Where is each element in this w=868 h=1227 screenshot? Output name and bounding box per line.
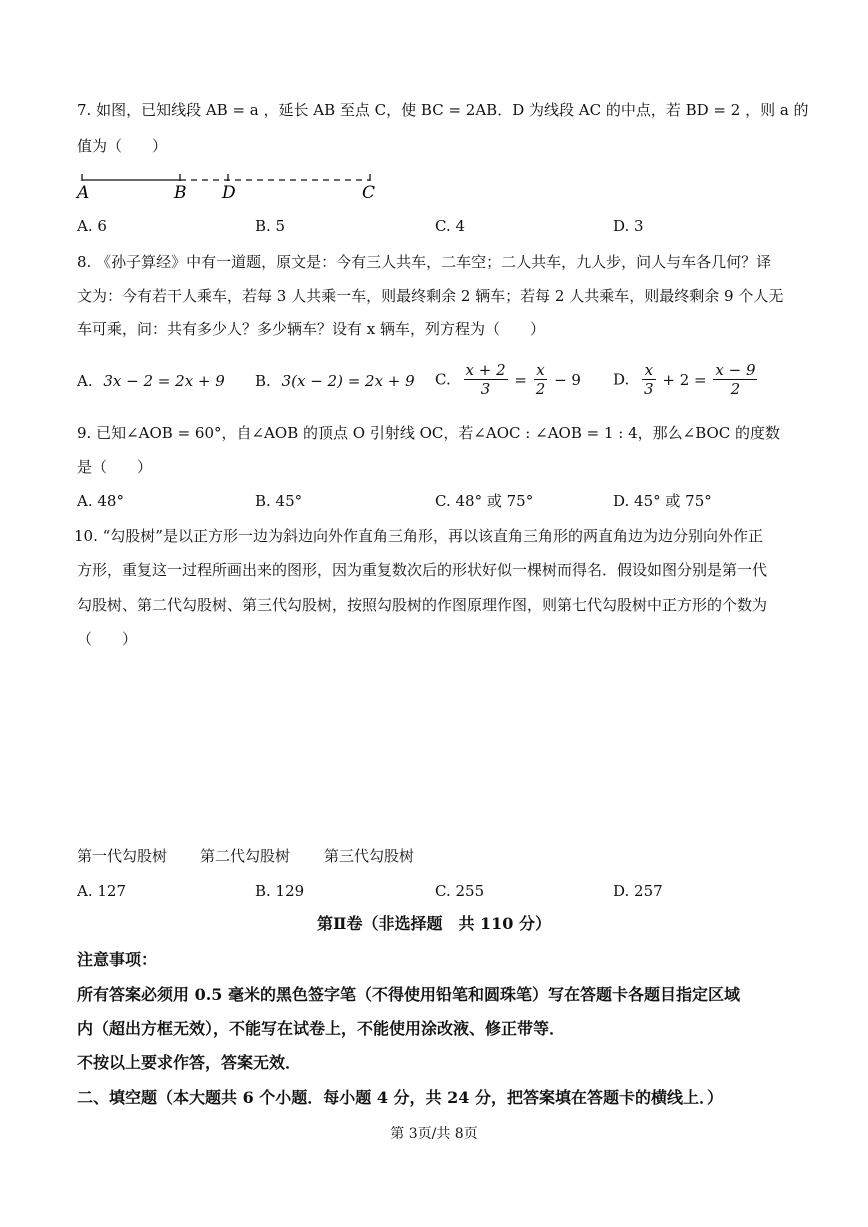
q8-option-a-label: A. xyxy=(77,372,93,390)
q10-option-b: B. 129 xyxy=(255,882,305,900)
fill-in-section-title: 二、填空题（本大题共 6 个小题．每小题 4 分，共 24 分，把答案填在答题卡的横线上．） xyxy=(77,1088,723,1107)
q7-option-c: C. 4 xyxy=(435,217,466,235)
q9-option-b: B. 45° xyxy=(255,492,303,510)
q10-option-c: C. 255 xyxy=(435,882,485,900)
fraction-numerator: x + 2 xyxy=(465,361,506,379)
fraction-denominator: 3 xyxy=(480,380,491,398)
q7-option-b: B. 5 xyxy=(255,217,286,235)
q8-option-c-label: C. xyxy=(435,370,451,389)
q8-option-b-label: B. xyxy=(255,372,271,390)
notice-line3: 不按以上要求作答，答案无效． xyxy=(77,1053,302,1072)
notice-line1: 所有答案必须用 0.5 毫米的黑色签字笔（不得使用铅笔和圆珠笔）写在答题卡各题目指定区域 xyxy=(77,985,740,1004)
q9-stem-line2: 是（ ） xyxy=(77,458,153,476)
q8-option-c-fraction-left xyxy=(464,361,508,398)
q10-stem-line1: 10. “勾股树”是以正方形一边为斜边向外作直角三角形，再以该直角三角形的两直角边为边分别向外作正 xyxy=(74,527,763,545)
q7-stem-line2: 值为（ ） xyxy=(77,137,168,155)
q8-option-c xyxy=(435,361,581,398)
point-label-a: A xyxy=(77,183,90,203)
q7-option-a: A. 6 xyxy=(77,217,107,235)
caption-second-generation: 第二代勾股树 xyxy=(200,847,291,865)
page-number: 第 3页/共 8页 xyxy=(390,1126,478,1142)
q8-option-d-label: D. xyxy=(613,370,630,389)
q8-option-d-middle: + 2 = xyxy=(662,370,707,389)
fraction-denominator: 2 xyxy=(535,380,546,398)
q9-option-c: C. 48° 或 75° xyxy=(435,492,534,510)
q8-option-d-fraction-right xyxy=(713,361,757,398)
caption-first-generation: 第一代勾股树 xyxy=(77,847,168,865)
q8-stem-line1: 8. 《孙子算经》中有一道题，原文是：今有三人共车，二车空；二人共车，九人步，问人与车各几何？译 xyxy=(77,253,772,271)
q8-option-a xyxy=(77,371,225,391)
segment-figure xyxy=(70,168,390,204)
fraction-denominator: 3 xyxy=(644,380,654,398)
q8-option-d xyxy=(613,361,759,398)
q10-stem-line4: （ ） xyxy=(77,630,138,648)
point-label-c: C xyxy=(362,183,376,203)
fraction-denominator: 2 xyxy=(730,380,741,398)
q9-option-a: A. 48° xyxy=(77,492,124,510)
q9-option-d: D. 45° 或 75° xyxy=(613,492,712,510)
q8-option-c-equals: = xyxy=(514,370,527,389)
fraction-numerator: x xyxy=(642,361,656,380)
q9-stem-line1: 9. 已知∠AOB = 60°，自∠AOB 的顶点 O 引射线 OC，若∠AOC : ∠AOB = 1 : 4，那么∠BOC 的度数 xyxy=(77,424,781,442)
q7-option-d: D. 3 xyxy=(613,217,644,235)
q10-stem-line3: 勾股树、第二代勾股树、第三代勾股树，按照勾股树的作图原理作图，则第七代勾股树中正方形的个数为 xyxy=(77,596,768,614)
q8-stem-line2: 文为：今有若干人乘车，若每 3 人共乘一车，则最终剩余 2 辆车；若每 2 人共乘车，则最终剩余 9 个人无 xyxy=(77,287,784,305)
caption-third-generation: 第三代勾股树 xyxy=(324,847,415,865)
notice-line2: 内（超出方框无效），不能写在试卷上，不能使用涂改液、修正带等． xyxy=(77,1019,566,1038)
q8-stem-line3: 车可乘，问：共有多少人？多少辆车？设有 x 辆车，列方程为（ ） xyxy=(77,320,545,338)
q8-option-c-fraction-right xyxy=(534,361,548,398)
q10-stem-line2: 方形，重复这一过程所画出来的图形，因为重复数次后的形状好似一棵树而得名．假设如图分别是第一代 xyxy=(77,561,768,579)
q7-stem-line1: 7. 如图，已知线段 AB = a ，延长 AB 至点 C，使 BC = 2AB．D 为线段 AC 的中点，若 BD = 2 ，则 a 的 xyxy=(77,101,809,119)
fraction-numerator: x xyxy=(534,361,548,380)
q8-option-b xyxy=(255,371,415,391)
point-label-d: D xyxy=(222,183,236,203)
section-two-title: 第Ⅱ卷（非选择题 共 110 分） xyxy=(316,914,552,933)
q8-option-a-equation: 3x − 2 = 2x + 9 xyxy=(103,372,225,390)
q8-option-d-fraction-left xyxy=(642,361,656,398)
q8-option-c-tail: − 9 xyxy=(554,370,581,389)
q10-option-d: D. 257 xyxy=(613,882,663,900)
q8-option-b-equation: 3(x − 2) = 2x + 9 xyxy=(281,372,415,390)
fraction-numerator: x − 9 xyxy=(715,361,756,379)
point-label-b: B xyxy=(174,183,187,203)
q10-option-a: A. 127 xyxy=(77,882,126,900)
notice-title: 注意事项： xyxy=(77,950,158,969)
